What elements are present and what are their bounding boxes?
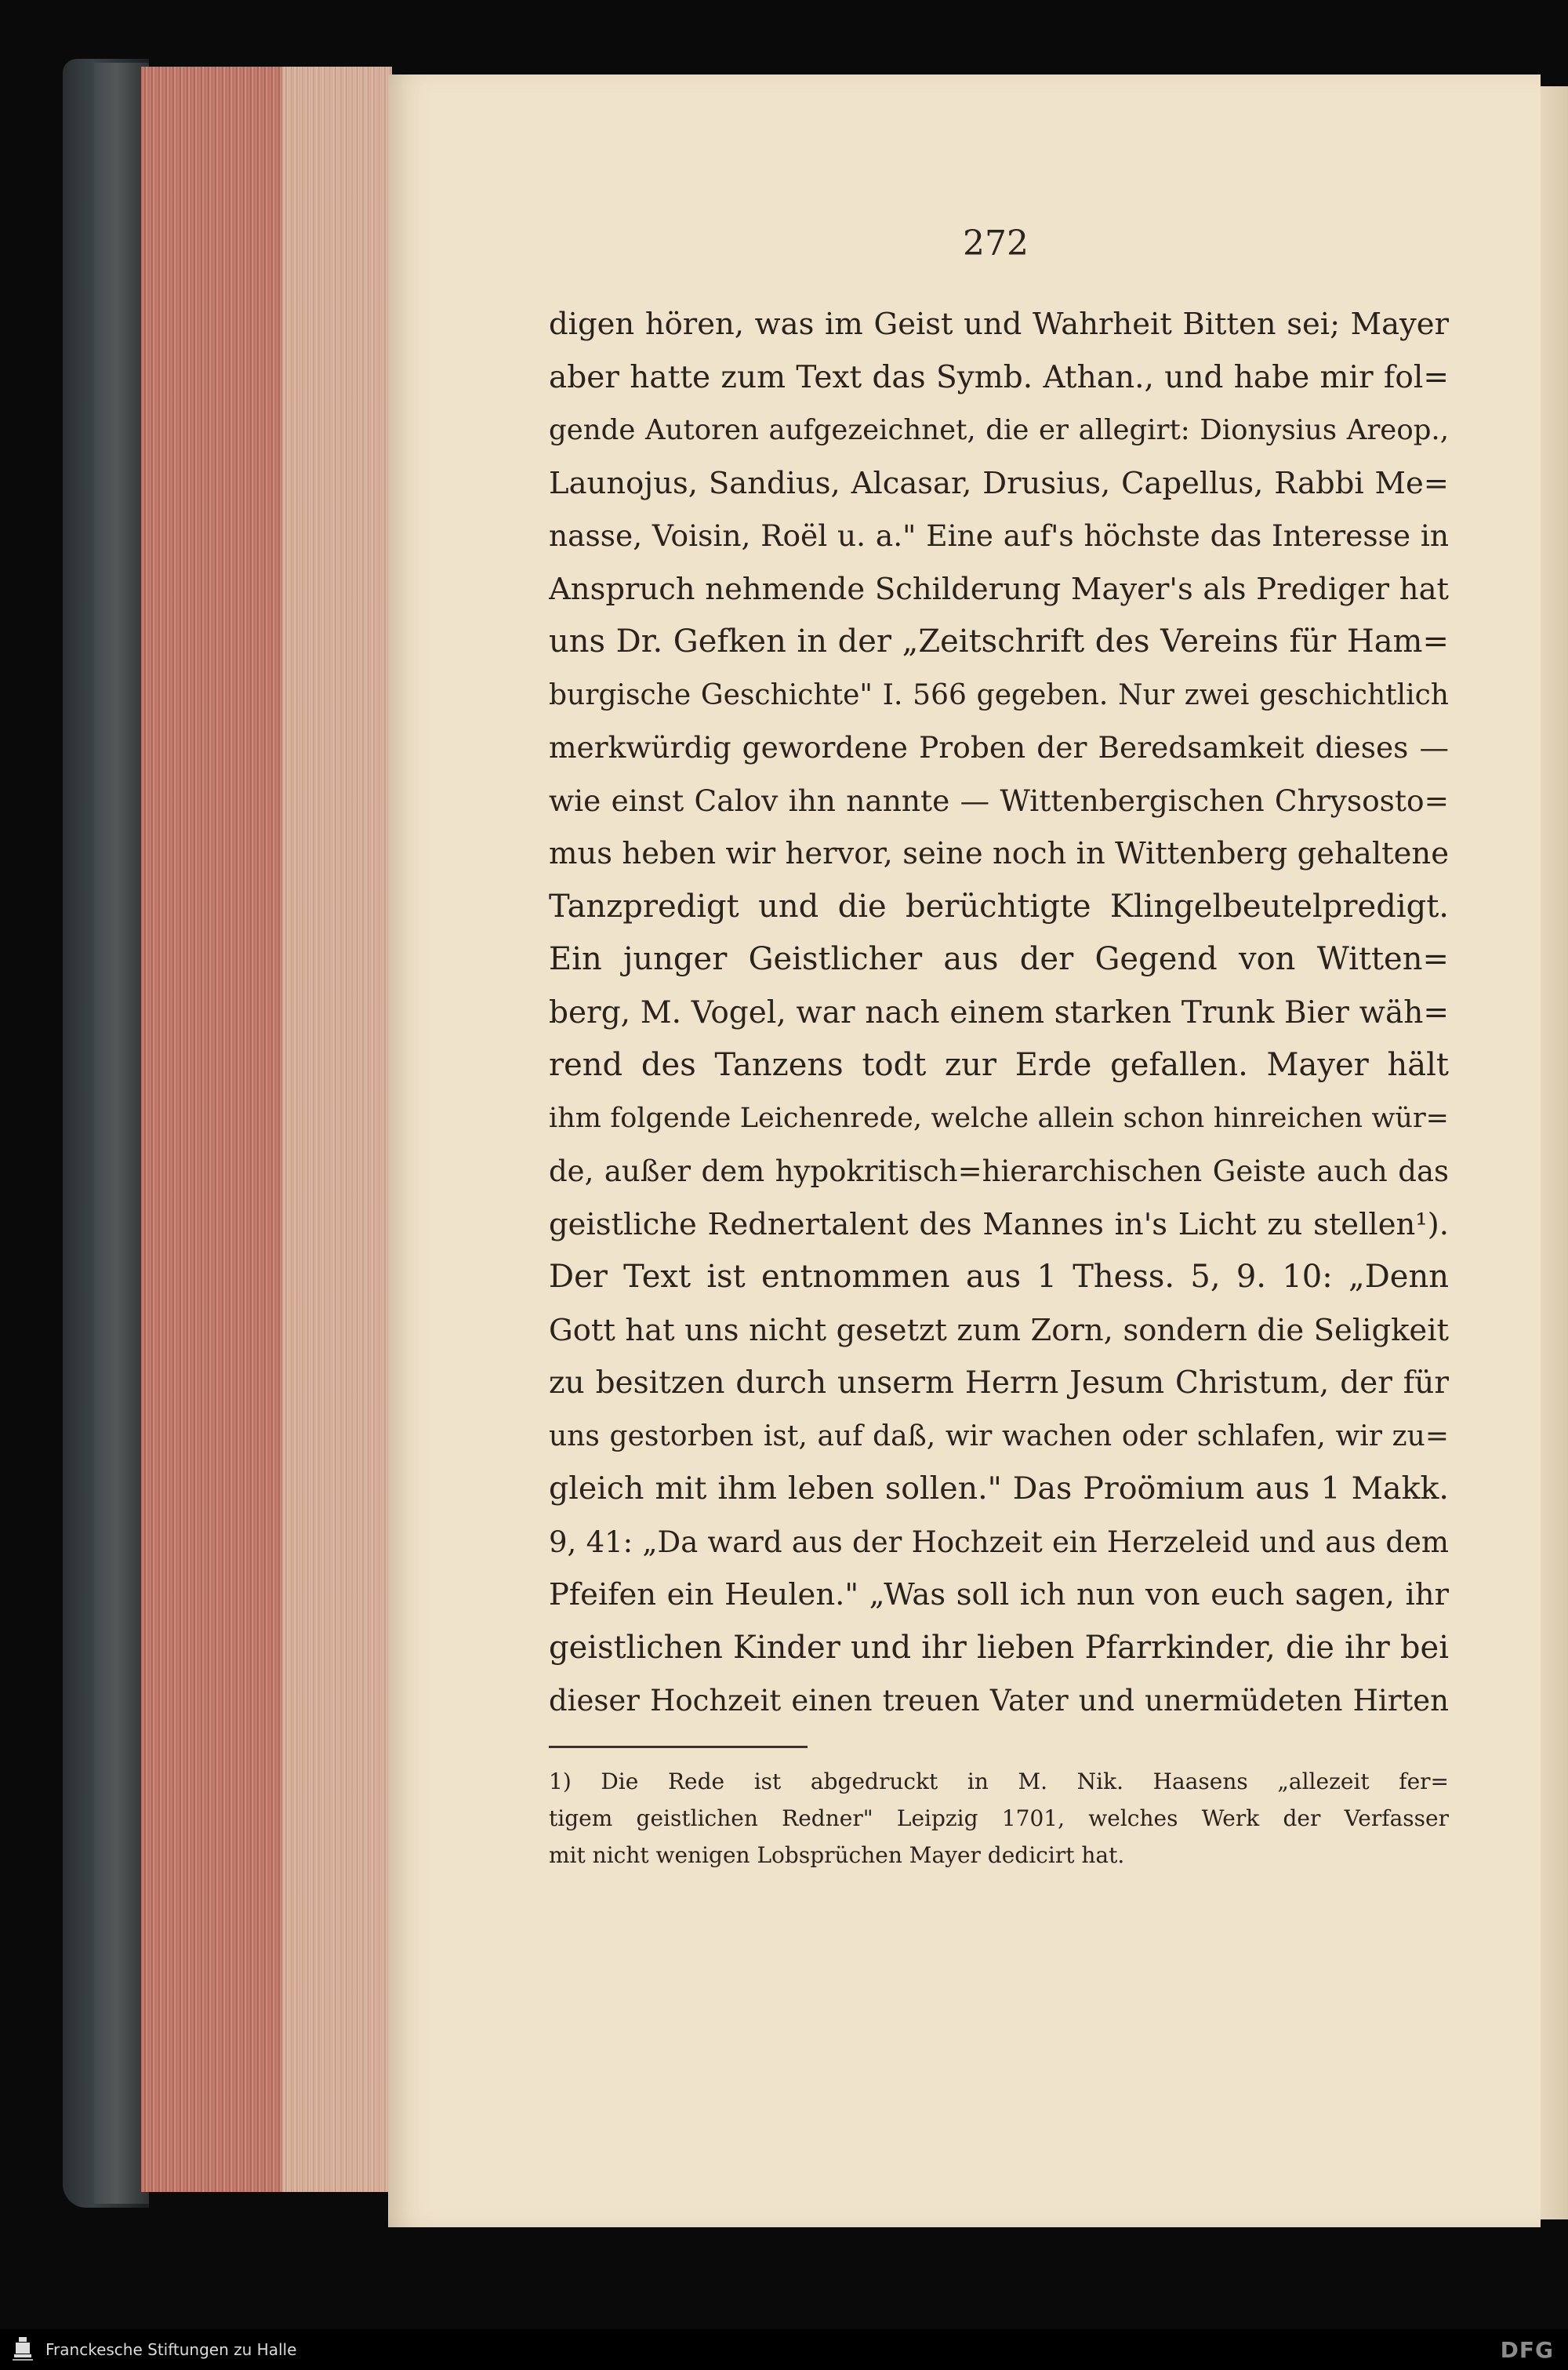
text-line: 9, 41: „Da ward aus der Hochzeit ein Herzeleid und aus dem (549, 1525, 1449, 1559)
footnote-line: tigem geistlichen Redner" Leipzig 1701, welches Werk der Verfasser (549, 1805, 1449, 1831)
text-line: wie einst Calov ihn nannte — Wittenbergischen Chrysosto= (549, 783, 1449, 818)
text-line: Gott hat uns nicht gesetzt zum Zorn, sondern die Seligkeit (549, 1312, 1449, 1348)
footnote (549, 1763, 1449, 1874)
text-line: geistlichen Kinder und ihr lieben Pfarrkinder, die ihr bei (549, 1629, 1449, 1666)
text-line: gende Autoren aufgezeichnet, die er allegirt: Dionysius Areop., (549, 414, 1449, 446)
text-line: rend des Tanzens todt zur Erde gefallen. Mayer hält (549, 1047, 1449, 1083)
text-line: digen hören, was im Geist und Wahrheit Bitten sei; Mayer (549, 307, 1449, 342)
text-line: zu besitzen durch unserm Herrn Jesum Christum, der für (549, 1365, 1449, 1401)
text-line: uns Dr. Gefken in der „Zeitschrift des Vereins für Ham= (549, 623, 1449, 660)
text-line: Tanzpredigt und die berüchtigte Klingelbeutelpredigt. (549, 888, 1449, 925)
footer-bar (0, 2329, 1568, 2370)
text-line: uns gestorben ist, auf daß, wir wachen oder schlafen, wir zu= (549, 1419, 1449, 1452)
body-text (549, 298, 1449, 1728)
text-line: berg, M. Vogel, war nach einem starken Trunk Bier wäh= (549, 994, 1449, 1031)
footnote-line: mit nicht wenigen Lobsprüchen Mayer dedicirt hat. (549, 1842, 1125, 1868)
text-line: dieser Hochzeit einen treuen Vater und unermüdeten Hirten (549, 1684, 1449, 1718)
dfg-logo: DFG (1500, 2337, 1554, 2363)
footnote-line: 1) Die Rede ist abgedruckt in M. Nik. Haasens „allezeit fer= (549, 1768, 1449, 1794)
text-line: merkwürdig gewordene Proben der Beredsamkeit dieses — (549, 730, 1449, 765)
text-line: aber hatte zum Text das Symb. Athan., und habe mir fol= (549, 359, 1449, 395)
text-line: gleich mit ihm leben sollen." Das Proömium aus 1 Makk. (549, 1470, 1449, 1507)
text-line: ihm folgende Leichenrede, welche allein schon hinreichen wür= (549, 1102, 1449, 1134)
institution-logo-icon (11, 2335, 34, 2364)
text-line: mus heben wir hervor, seine noch in Wittenberg gehaltene (549, 836, 1449, 871)
footer-institution: Franckesche Stiftungen zu Halle (45, 2340, 297, 2359)
text-line: burgische Geschichte" I. 566 gegeben. Nur zwei geschichtlich (549, 678, 1449, 711)
text-line: Anspruch nehmende Schilderung Mayer's als Prediger hat (549, 571, 1449, 607)
page-edges-inner (282, 67, 392, 2192)
text-line: Ein junger Geistlicher aus der Gegend von Witten= (549, 941, 1449, 977)
text-line: Launojus, Sandius, Alcasar, Drusius, Capellus, Rabbi Me= (549, 465, 1449, 501)
text-line: geistliche Rednertalent des Mannes in's Licht zu stellen¹). (549, 1206, 1449, 1242)
text-line: Der Text ist entnommen aus 1 Thess. 5, 9. 10: „Denn (549, 1259, 1449, 1295)
text-line: nasse, Voisin, Roël u. a." Eine auf's höchste das Interesse in (549, 518, 1449, 553)
text-line: Pfeifen ein Heulen." „Was soll ich nun von euch sagen, ihr (549, 1577, 1449, 1612)
footnote-divider (549, 1746, 808, 1748)
page-number: 272 (963, 224, 1029, 264)
text-line: de, außer dem hypokritisch=hierarchischen Geiste auch das (549, 1154, 1449, 1188)
